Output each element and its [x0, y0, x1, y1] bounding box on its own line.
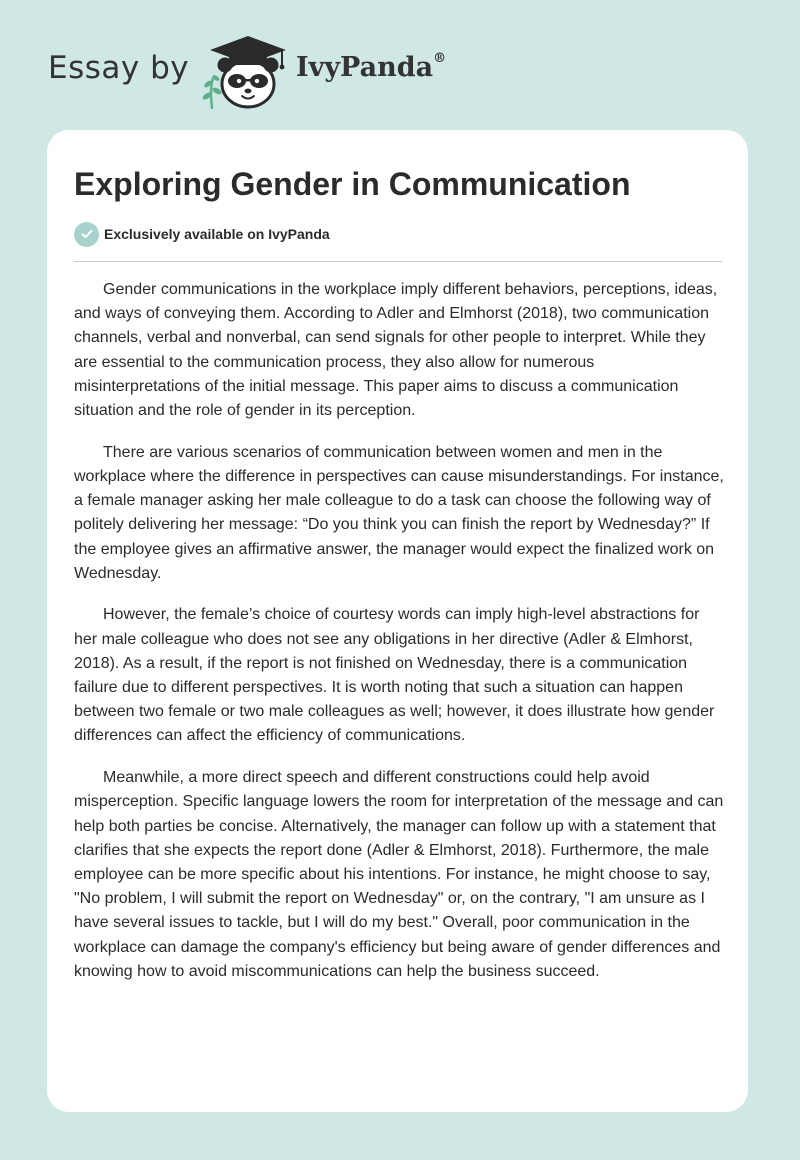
essay-paragraph: However, the female’s choice of courtesy words can imply high-level abstractions for her male colleague who does not see any obligations in her directive (Adler & Elmhorst, 2018). As a result, if the report is not finished on Wednesday, there is a communication failure due to different perspectives. It is worth noting that such a situation can happen between two female or two male colleagues as well; however, it does illustrate how gender differences can affect the efficiency of communications. — [74, 606, 715, 745]
essay-paragraph: There are various scenarios of communication between women and men in the workplace where the difference in perspectives can cause misunderstandings. For instance, a female manager asking her male colleague to do a task can choose the following way of politely delivering her message: “Do you think you can finish the report by Wednesday?” If the employee gives an affirmative answer, the manager would expect the finalized work on Wednesday. — [74, 443, 724, 582]
essay-body — [74, 278, 724, 1001]
brand-prefix: Essay by — [48, 50, 190, 86]
essay-paragraph: Gender communications in the workplace imply different behaviors, perceptions, ideas, and ways of conveying them. According to Adler and Elmhorst (2018), two communication channels, verbal and nonverbal, can send signals for other people to interpret. While they are essential to the communication process, they also allow for numerous misinterpretations of the initial message. This paper aims to discuss a communication situation and the role of gender in its perception. — [74, 281, 718, 420]
brand-name-text: IvyPanda — [296, 52, 434, 83]
essay-card — [47, 130, 748, 1112]
title-divider — [74, 261, 722, 262]
exclusive-badge — [74, 221, 330, 247]
leaf-icon — [201, 74, 222, 108]
registered-mark: ® — [433, 51, 447, 66]
panda-graduate-logo-icon[interactable] — [198, 34, 290, 110]
check-circle-icon — [74, 222, 99, 247]
exclusive-badge-label: Exclusively available on IvyPanda — [104, 226, 330, 242]
brand-name[interactable] — [296, 52, 446, 83]
essay-paragraph: Meanwhile, a more direct speech and different constructions could help avoid misperception. Specific language lowers the room for interpretation of the message and can help both parties be concise. Alternatively, the manager can follow up with a statement that clarifies that she expects the report done (Adler & Elmhorst, 2018). Furthermore, the male employee can be more specific about his intentions. For instance, he might choose to say, "No problem, I will submit the report on Wednesday" or, on the contrary, "I am unsure as I have several issues to tackle, but I will do my best." Overall, poor communication in the workplace can damage the company's efficiency but being aware of gender differences and knowing how to avoid miscommunications can help the business succeed. — [74, 769, 724, 980]
essay-title: Exploring Gender in Communication — [74, 166, 631, 202]
site-header — [0, 0, 800, 120]
